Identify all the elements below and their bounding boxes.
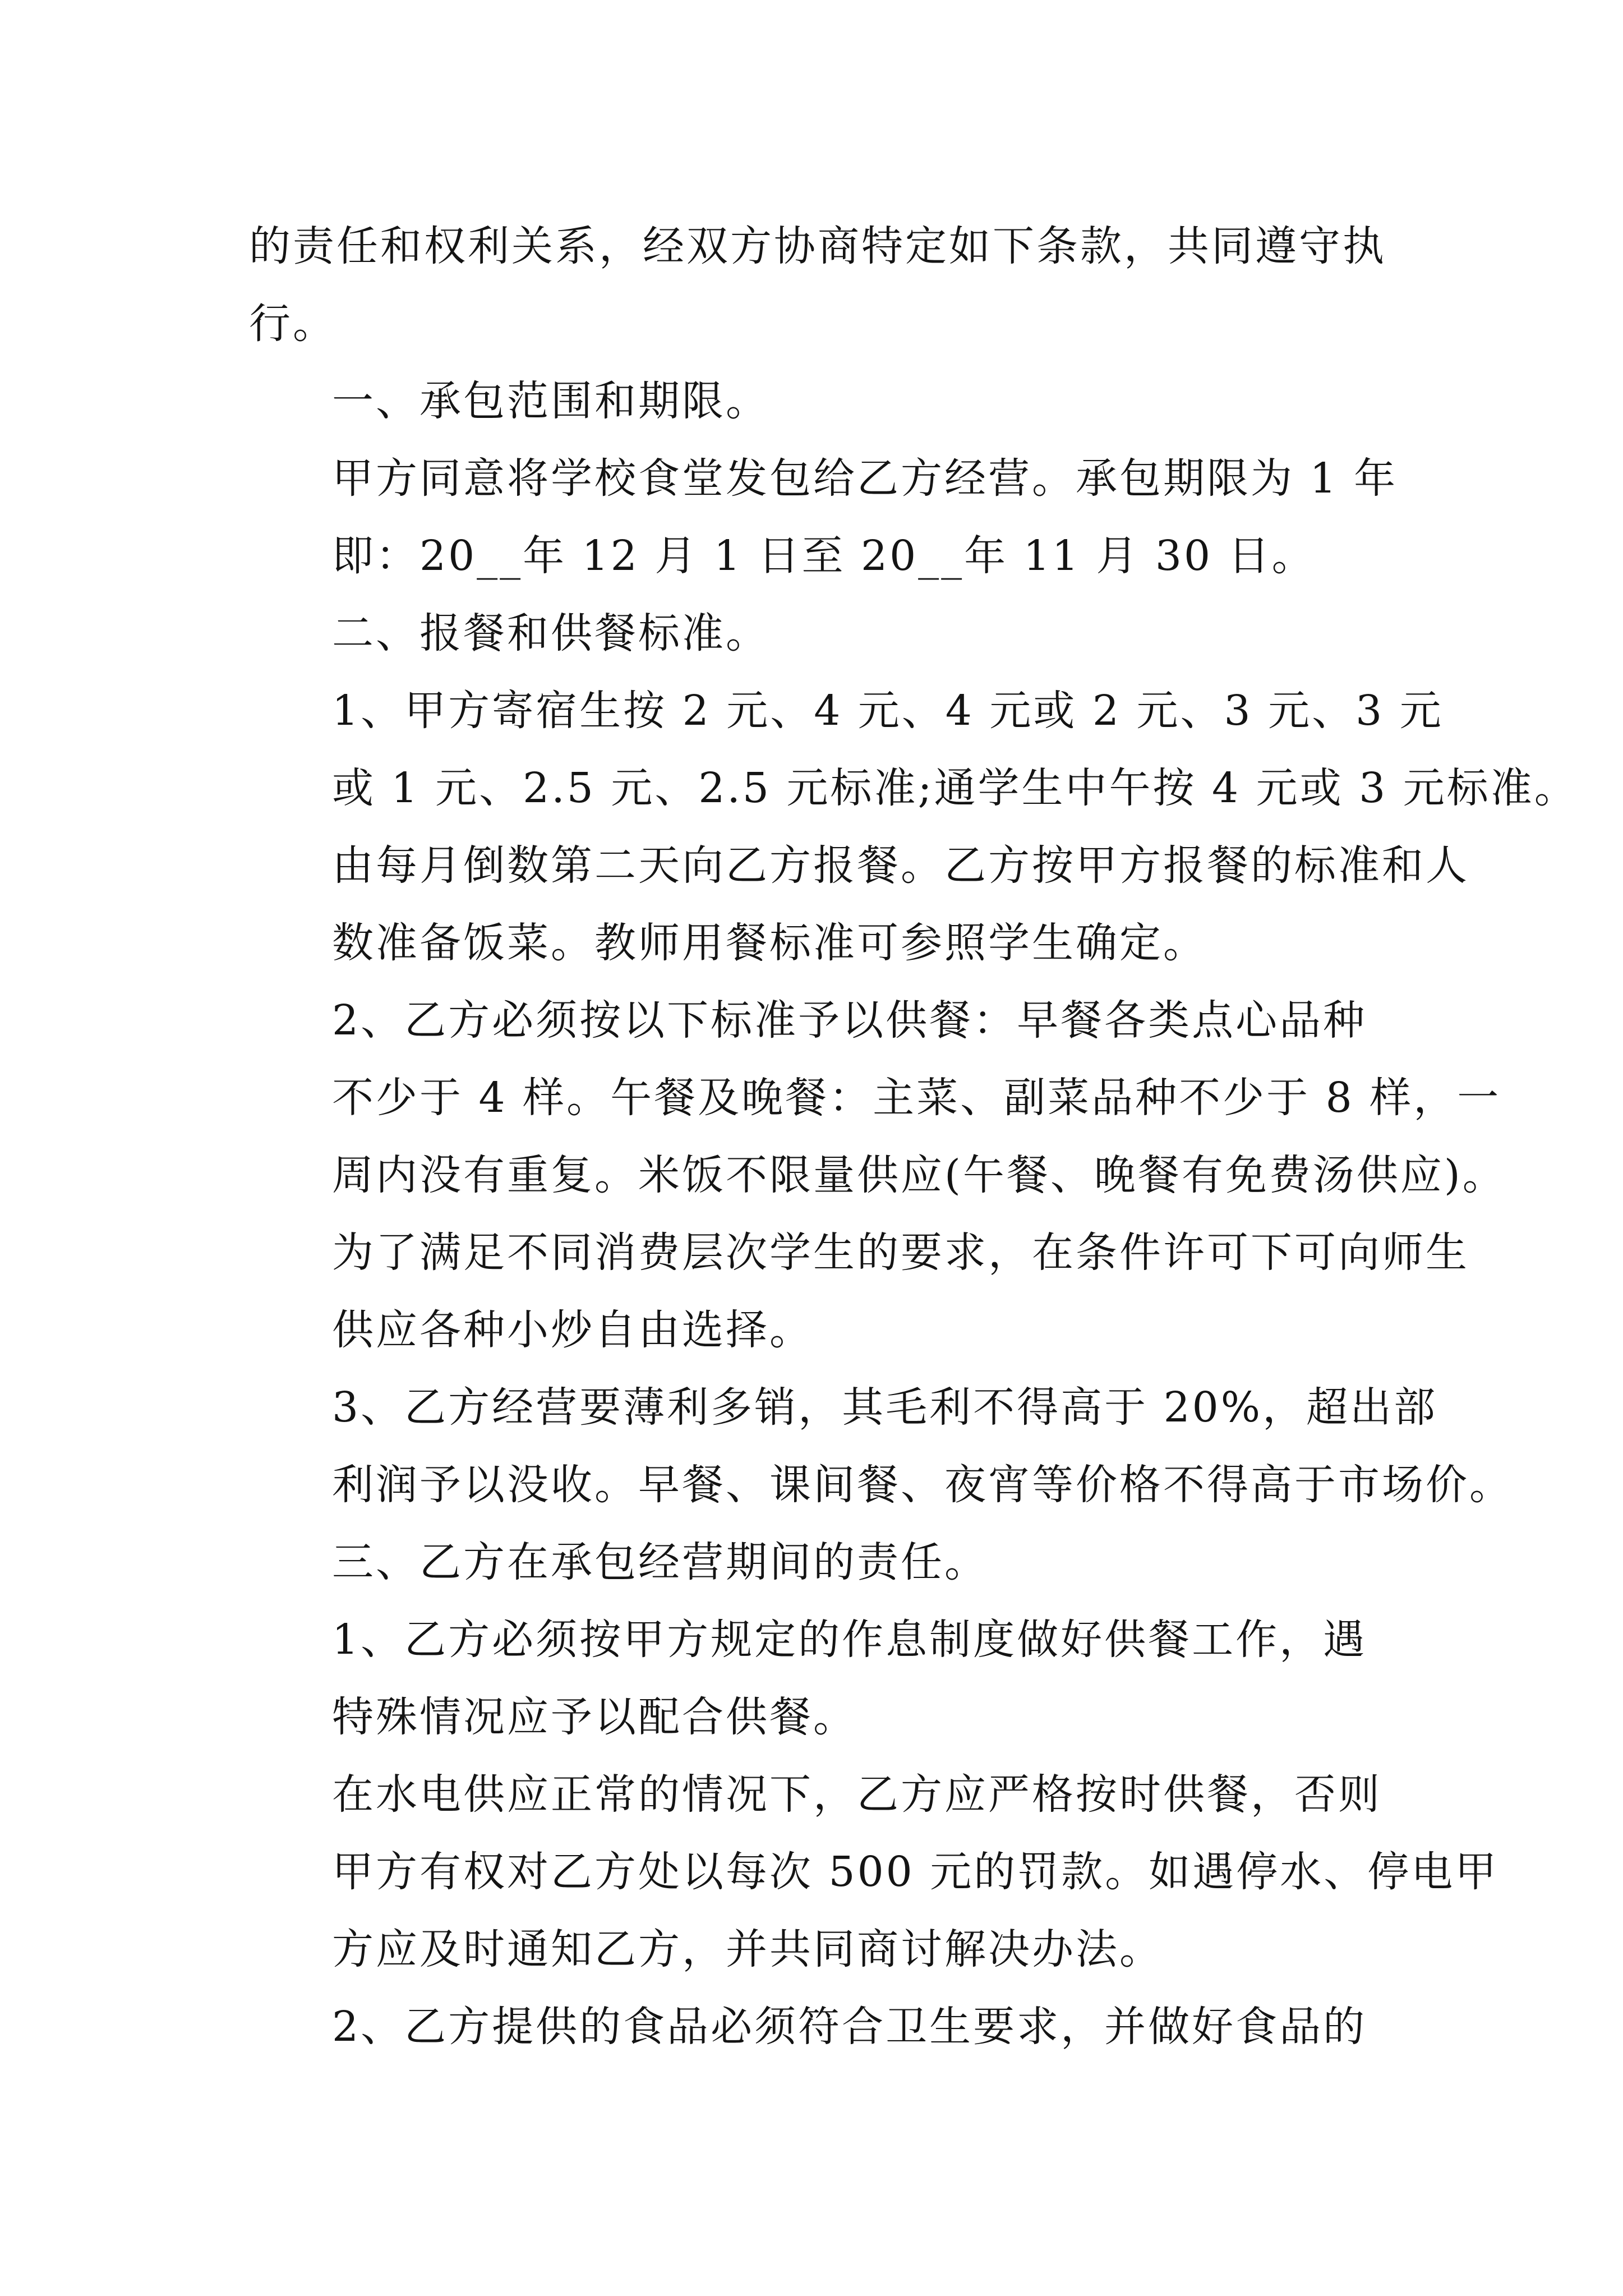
text-line: 二、报餐和供餐标准。: [332, 609, 769, 657]
text-line: 在水电供应正常的情况下，乙方应严格按时供餐，否则: [332, 1770, 1382, 1819]
paragraph: [249, 362, 1393, 440]
text-line: 即：20__年 12 月 1 日至 20__年 11 月 30 日。: [332, 532, 1316, 580]
text-line: 供应各种小炒自由选择。: [332, 1306, 813, 1354]
paragraph: [249, 595, 1393, 672]
text-line: 甲方有权对乙方处以每次 500 元的罚款。如遇停水、停电甲: [332, 1848, 1499, 1896]
text-line: 2、乙方必须按以下标准予以供餐：早餐各类点心品种: [332, 996, 1367, 1045]
text-line: 1、甲方寄宿生按 2 元、4 元、4 元或 2 元、3 元、3 元: [332, 687, 1444, 735]
text-line: 特殊情况应予以配合供餐。: [332, 1693, 857, 1741]
paragraph: [249, 672, 1578, 982]
text-line: 一、承包范围和期限。: [332, 377, 769, 425]
paragraph: [249, 440, 1398, 595]
text-line: 2、乙方提供的食品必须符合卫生要求，并做好食品的: [332, 2003, 1367, 2051]
text-line: 由每月倒数第二天向乙方报餐。乙方按甲方报餐的标准和人: [332, 841, 1469, 890]
text-line: 三、乙方在承包经营期间的责任。: [332, 1538, 988, 1586]
paragraph: [249, 1369, 1513, 1524]
text-line: 方应及时通知乙方，并共同商讨解决办法。: [332, 1925, 1163, 1973]
text-line: 行。: [249, 300, 336, 348]
text-line: 数准备饭菜。教师用餐标准可参照学生确定。: [332, 919, 1207, 967]
paragraph: [249, 1756, 1499, 1988]
paragraph: [249, 1601, 1393, 1756]
text-line: 不少于 4 样。午餐及晚餐：主菜、副菜品种不少于 8 样，一: [332, 1074, 1501, 1122]
text-line: 的责任和权利关系，经双方协商特定如下条款，共同遵守执: [249, 222, 1386, 270]
paragraph: [249, 1988, 1393, 2065]
text-line: 甲方同意将学校食堂发包给乙方经营。承包期限为 1 年: [332, 454, 1398, 503]
text-line: 周内没有重复。米饭不限量供应(午餐、晚餐有免费汤供应)。: [332, 1151, 1506, 1199]
text-line: 或 1 元、2.5 元、2.5 元标准;通学生中午按 4 元或 3 元标准。: [332, 764, 1578, 812]
text-line: 1、乙方必须按甲方规定的作息制度做好供餐工作，遇: [332, 1616, 1367, 1664]
text-line: 为了满足不同消费层次学生的要求，在条件许可下可向师生: [332, 1228, 1469, 1277]
paragraph: [249, 208, 1393, 362]
document-body: [249, 208, 1578, 2065]
text-line: 3、乙方经营要薄利多销，其毛利不得高于 20%，超出部: [332, 1383, 1438, 1432]
text-line: 利润予以没收。早餐、课间餐、夜宵等价格不得高于市场价。: [332, 1461, 1513, 1509]
paragraph: [249, 1524, 1393, 1601]
paragraph: [249, 982, 1506, 1369]
